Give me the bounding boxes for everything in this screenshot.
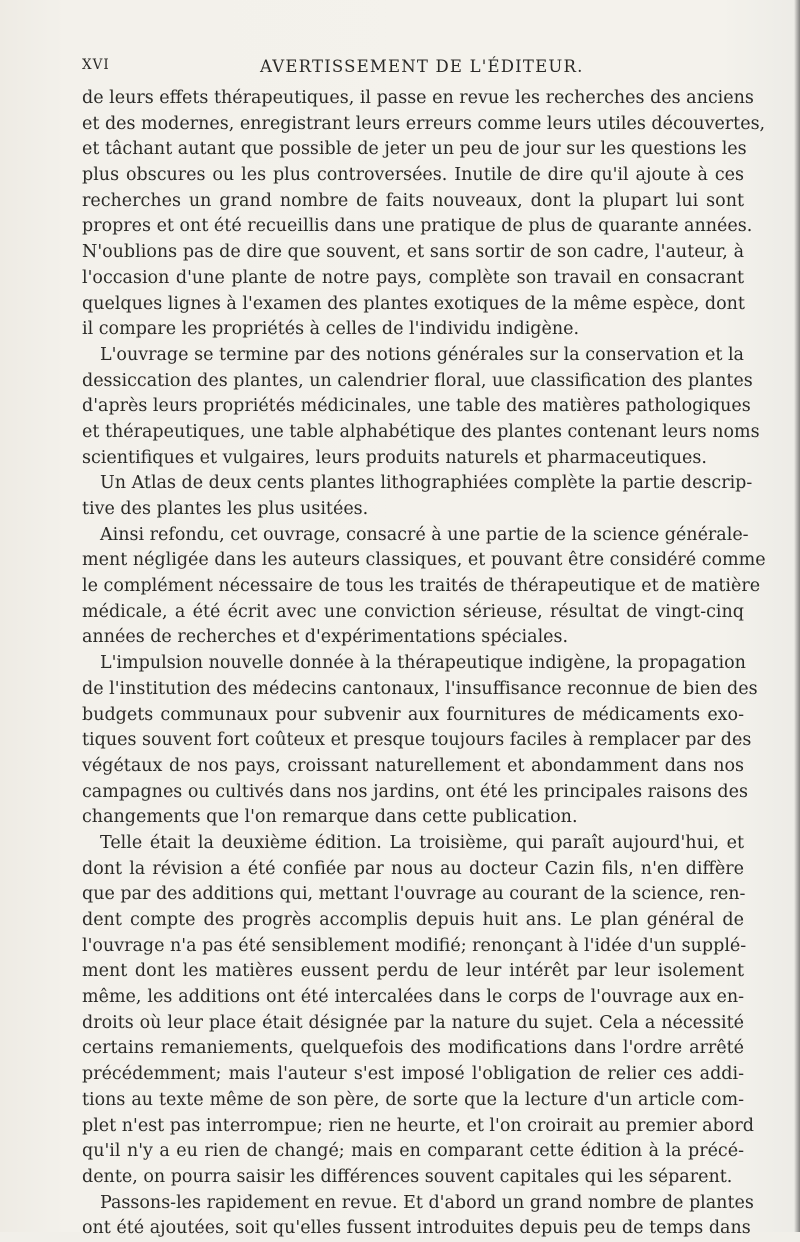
text-line: de l'institution des médecins cantonaux, l'insuffisance reconnue de bien des bbox=[82, 678, 758, 699]
text-line: droits où leur place était désignée par la nature du sujet. Cela a nécessité bbox=[82, 1012, 744, 1033]
text-line: L'impulsion nouvelle donnée à la thérapeutique indigène, la propagation bbox=[100, 653, 746, 674]
text-line: dent compte des progrès accomplis depuis huit ans. Le plan général de bbox=[82, 910, 744, 930]
text-line: changements que l'on remarque dans cette publication. bbox=[82, 807, 578, 828]
page-edge-shadow bbox=[794, 0, 800, 1232]
text-line: recherches un grand nombre de faits nouveaux, dont la plupart lui sont bbox=[82, 190, 744, 211]
text-line: et des modernes, enregistrant leurs erreurs comme leurs utiles découvertes, bbox=[82, 113, 766, 134]
text-line: L'ouvrage se termine par des notions générales sur la conservation et la bbox=[100, 344, 744, 365]
text-line: quelques lignes à l'examen des plantes exotiques de la même espèce, dont bbox=[82, 293, 745, 314]
running-head: AVERTISSEMENT DE L'ÉDITEUR. bbox=[260, 57, 584, 76]
text-line: ment dont les matières eussent perdu de leur intérêt par leur isolement bbox=[82, 961, 744, 982]
page-header bbox=[82, 57, 744, 83]
text-line: il compare les propriétés à celles de l'individu indigène. bbox=[82, 319, 580, 340]
text-line: dont la révision a été confiée par nous au docteur Cazin fils, n'en diffère bbox=[82, 858, 744, 879]
text-line: budgets communaux pour subvenir aux fournitures de médicaments exo- bbox=[82, 704, 744, 725]
text-line: d'après leurs propriétés médicinales, une table des matières pathologiques bbox=[82, 396, 751, 417]
text-line: et tâchant autant que possible de jeter un peu de jour sur les questions les bbox=[82, 139, 747, 160]
body-text bbox=[82, 86, 766, 1242]
text-line: de leurs effets thérapeutiques, il passe en revue les recherches des anciens bbox=[82, 88, 754, 108]
text-line: Passons-les rapidement en revue. Et d'abord un grand nombre de plantes bbox=[100, 1192, 754, 1213]
text-line: Ainsi refondu, cet ouvrage, consacré à une partie de la science générale- bbox=[100, 524, 749, 545]
text-line: médicale, a été écrit avec une conviction sérieuse, résultat de vingt-cinq bbox=[82, 601, 744, 622]
text-line: précédemment; mais l'auteur s'est imposé l'obligation de relier ces addi- bbox=[82, 1064, 744, 1085]
text-line: dessiccation des plantes, un calendrier floral, uue classification des plantes bbox=[82, 370, 753, 391]
text-line: ont été ajoutées, soit qu'elles fussent introduites depuis peu de temps dans bbox=[82, 1218, 751, 1239]
text-line: dente, on pourra saisir les différences souvent capitales qui les séparent. bbox=[82, 1166, 733, 1187]
text-line: l'ouvrage n'a pas été sensiblement modifié; renonçant à l'idée d'un supplé- bbox=[82, 935, 747, 956]
text-line: végétaux de nos pays, croissant naturellement et abondamment dans nos bbox=[82, 755, 744, 776]
text-line: même, les additions ont été intercalées dans le corps de l'ouvrage aux en- bbox=[82, 987, 744, 1008]
text-line: scientifiques et vulgaires, leurs produits naturels et pharmaceutiques. bbox=[82, 447, 707, 468]
text-line: années de recherches et d'expérimentations spéciales. bbox=[82, 627, 569, 648]
text-line: ment négligée dans les auteurs classiques, et pouvant être considéré comme bbox=[82, 550, 766, 571]
text-line: propres et ont été recueillis dans une pratique de plus de quarante années. bbox=[82, 216, 753, 237]
page-number: XVI bbox=[82, 57, 110, 73]
text-line: tiques souvent fort coûteux et presque toujours faciles à remplacer par des bbox=[82, 730, 752, 751]
text-line: et thérapeutiques, une table alphabétique des plantes contenant leurs noms bbox=[82, 421, 760, 442]
text-line: tive des plantes les plus usitées. bbox=[82, 499, 369, 519]
text-line: Telle était la deuxième édition. La troisième, qui paraît aujourd'hui, et bbox=[100, 832, 744, 853]
text-line: plet n'est pas interrompue; rien ne heurte, et l'on croirait au premier abord bbox=[82, 1115, 754, 1136]
text-line: tions au texte même de son père, de sorte que la lecture d'un article com- bbox=[82, 1089, 744, 1110]
text-line: que par des additions qui, mettant l'ouvrage au courant de la science, ren- bbox=[82, 884, 746, 905]
text-line: certains remaniements, quelquefois des modifications dans l'ordre arrêté bbox=[82, 1038, 744, 1059]
text-line: N'oublions pas de dire que souvent, et sans sortir de son cadre, l'auteur, à bbox=[82, 242, 744, 263]
text-line: Un Atlas de deux cents plantes lithographiées complète la partie descrip- bbox=[100, 473, 753, 494]
text-line: plus obscures ou les plus controversées. Inutile de dire qu'il ajoute à ces bbox=[82, 165, 744, 186]
text-line: l'occasion d'une plante de notre pays, complète son travail en consacrant bbox=[82, 267, 744, 288]
text-line: le complément nécessaire de tous les traités de thérapeutique et de matière bbox=[82, 576, 761, 597]
text-line: campagnes ou cultivés dans nos jardins, ont été les principales raisons des bbox=[82, 781, 748, 802]
text-line: qu'il n'y a eu rien de changé; mais en comparant cette édition à la précé- bbox=[82, 1141, 744, 1162]
